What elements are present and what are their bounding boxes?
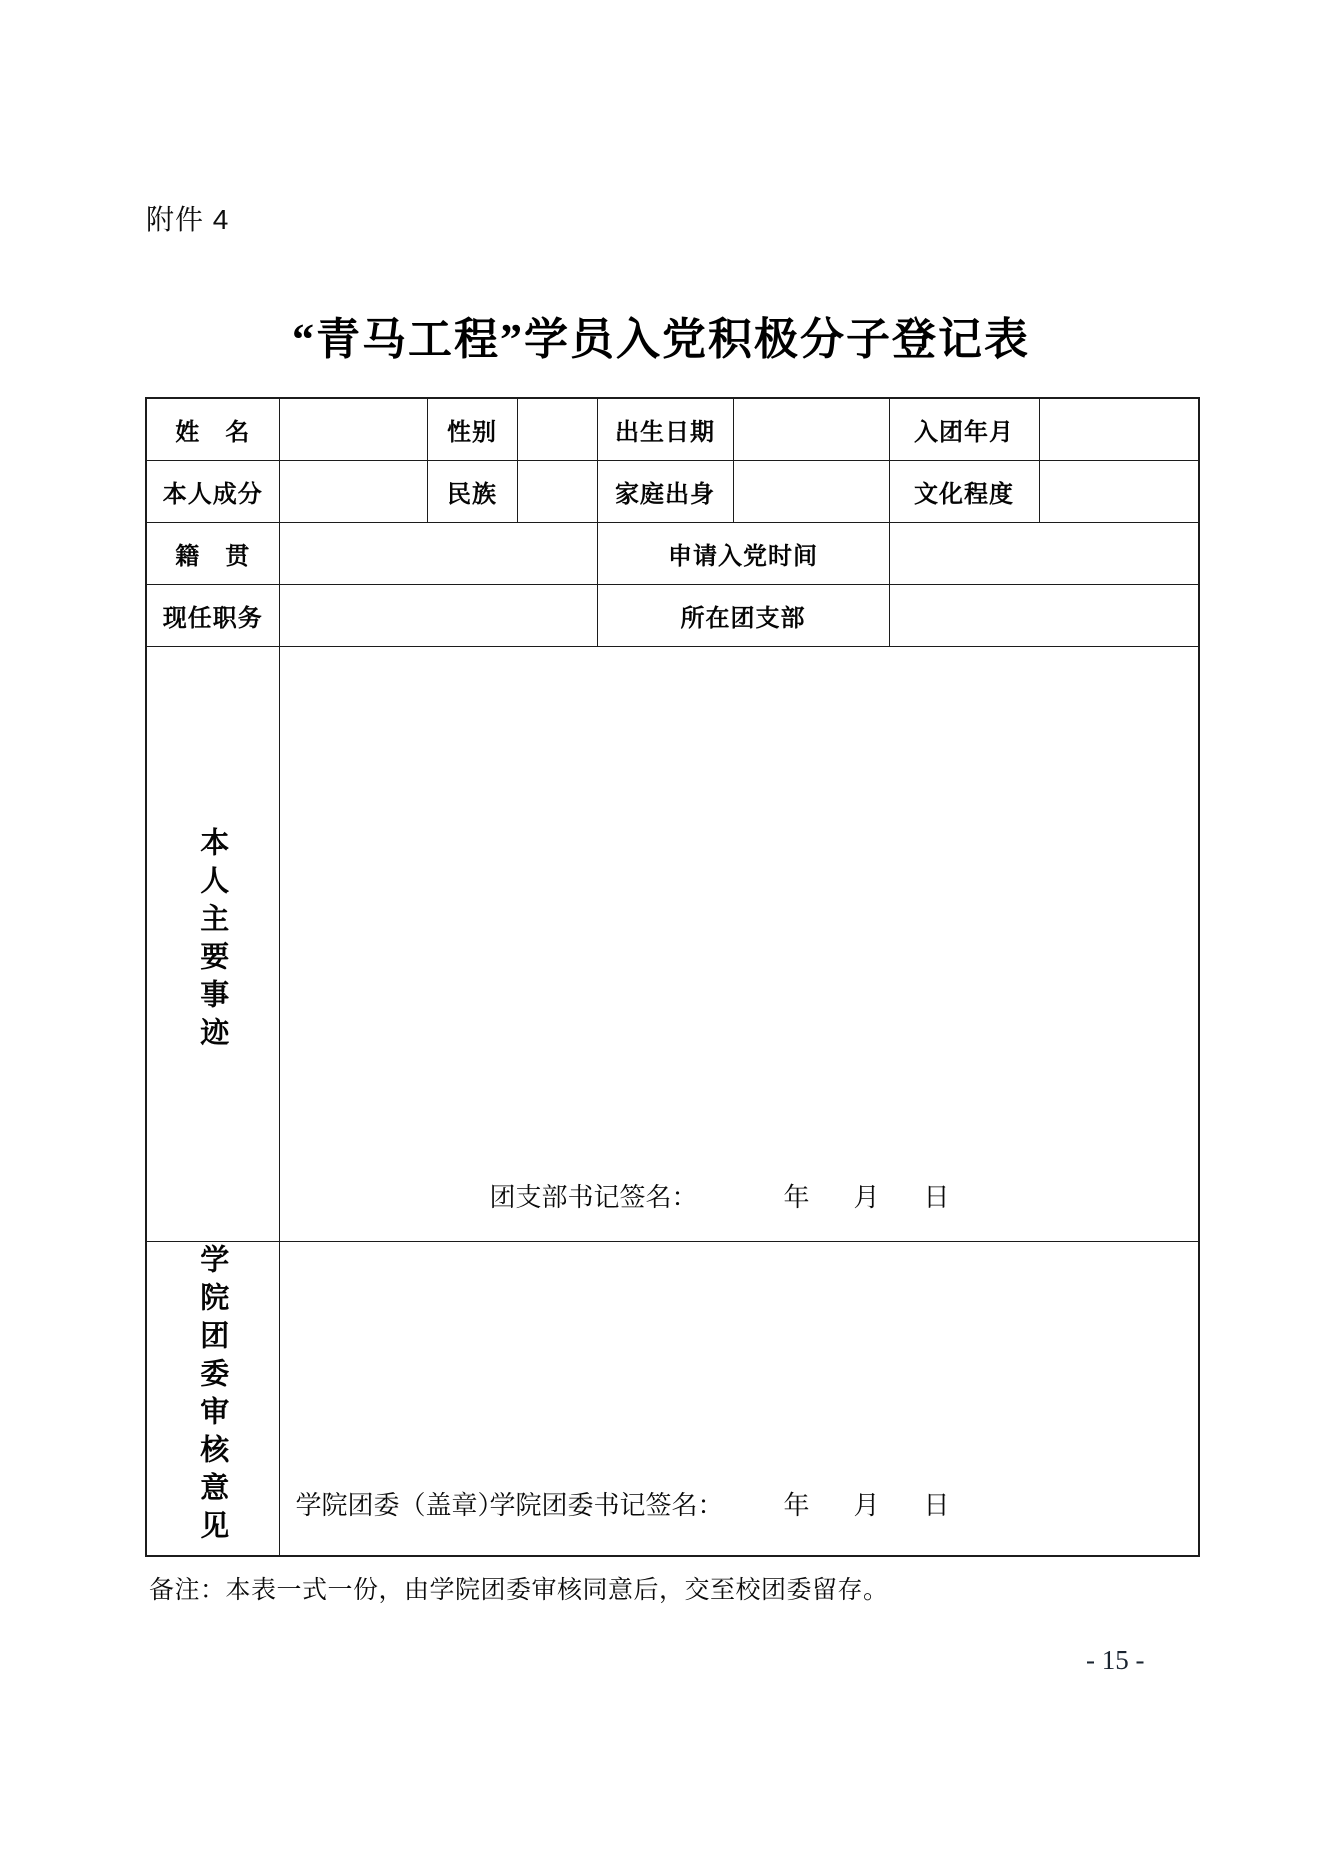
row-basic-1 (146, 398, 1199, 460)
row-current-position (146, 584, 1199, 646)
family-background-label: 家庭出身 (597, 460, 733, 522)
review-month-label: 月 (853, 1491, 880, 1520)
league-branch-label: 所在团支部 (597, 584, 889, 646)
review-day-label: 日 (923, 1491, 950, 1520)
committee-review-label: 学院团委审核意见 (196, 1243, 229, 1548)
gender-label: 性别 (427, 398, 517, 460)
deeds-day-label: 日 (923, 1182, 950, 1212)
education-level-value-cell (1039, 460, 1199, 522)
committee-stamp-label: 学院团委（盖章） (295, 1491, 504, 1520)
page-title: “青马工程”学员入党积极分子登记表 (292, 315, 1030, 364)
committee-review-content-cell (279, 1241, 1199, 1556)
note-text: 备注：本表一式一份，由学院团委审核同意后，交至校团委留存。 (149, 1577, 889, 1604)
league-branch-value-cell (889, 584, 1199, 646)
committee-review-label-cell (146, 1241, 279, 1556)
row-main-deeds (146, 646, 1199, 1241)
registration-form-table (145, 397, 1200, 1557)
main-deeds-label: 本人主要事迹 (196, 827, 229, 1055)
deeds-year-label: 年 (783, 1182, 810, 1212)
attachment-label: 附件 4 (146, 204, 230, 235)
current-position-value-cell (279, 584, 597, 646)
current-position-label: 现任职务 (146, 584, 279, 646)
league-join-date-value-cell (1039, 398, 1199, 460)
review-signature-line (280, 1485, 1199, 1519)
native-place-value-cell (279, 522, 597, 584)
main-deeds-label-cell (146, 646, 279, 1241)
education-level-label: 文化程度 (889, 460, 1039, 522)
birth-date-value-cell (733, 398, 889, 460)
party-application-date-label: 申请入党时间 (597, 522, 889, 584)
row-native-place (146, 522, 1199, 584)
name-value-cell (279, 398, 427, 460)
row-committee-review (146, 1241, 1199, 1556)
party-application-date-value-cell (889, 522, 1199, 584)
native-place-label: 籍 贯 (146, 522, 279, 584)
name-label: 姓 名 (146, 398, 279, 460)
league-join-date-label: 入团年月 (889, 398, 1039, 460)
gender-value-cell (517, 398, 597, 460)
deeds-month-label: 月 (853, 1182, 880, 1212)
page-number: - 15 - (1086, 1645, 1145, 1675)
birth-date-label: 出生日期 (597, 398, 733, 460)
ethnicity-value-cell (517, 460, 597, 522)
branch-secretary-signature-label: 团支部书记签名： (489, 1182, 698, 1212)
row-basic-2 (146, 460, 1199, 522)
committee-secretary-signature-label: 学院团委书记签名： (489, 1491, 724, 1520)
personal-identity-value-cell (279, 460, 427, 522)
main-deeds-content-cell (279, 646, 1199, 1241)
ethnicity-label: 民族 (427, 460, 517, 522)
review-year-label: 年 (783, 1491, 810, 1520)
personal-identity-label: 本人成分 (146, 460, 279, 522)
family-background-value-cell (733, 460, 889, 522)
deeds-signature-line (280, 1177, 1199, 1211)
